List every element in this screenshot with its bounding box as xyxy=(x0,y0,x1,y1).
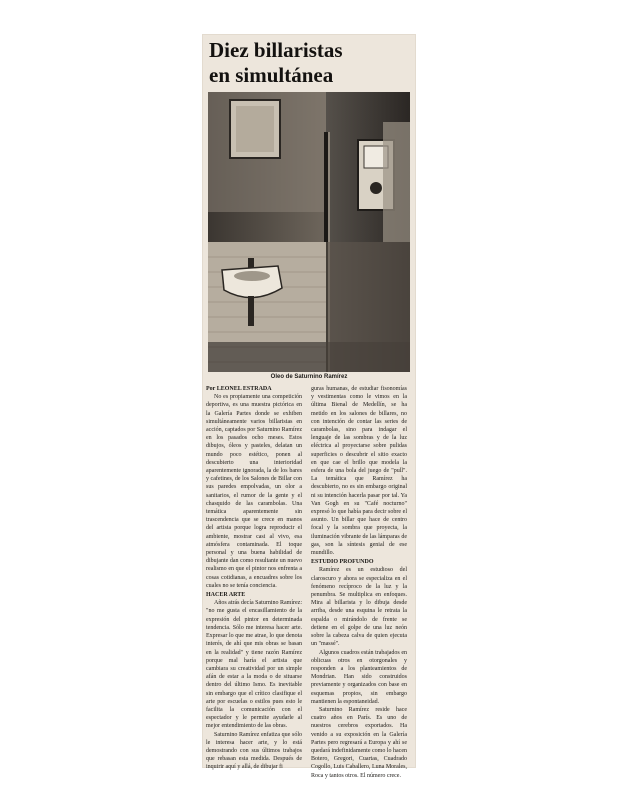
article-paragraph: No es propiamente una competición deportiva, es una muestra pictórica en la Galería Partes donde se exhiben simultáneamente varios billaristas en acción, captados por Saturnino Ramírez en los pasados ocho meses. Estos dibujos, óleos y pasteles, delatan un mundo poco estético, ponen al descubierto una interioridad aparentemente ignorada, la de los bares y cafetines, de los Salones de Billar con sus paredes empolvadas, un olor a sanitarios, el rumor de la gente y el chasquido de las carambolas. Una temática aparentemente sin trascendencia que se crece en manos del artista porque logra reproducir el ambiente, mostrar casi al vivo, esa atmósfera contaminada. El toque personal y una buena habilidad de dibujante dan como resultante un nuevo realismo en que el pintor nos enfrenta a cosas cotidianas, a encuadres sobre los cuales no se tenía conciencia. xyxy=(206,394,302,589)
article-photo xyxy=(208,92,410,372)
article-paragraph: Saturnino Ramírez enfatiza que sólo le interesa hacer arte, y lo está demostrando con sus últimos trabajos que rebasan esta medida. Después de inquirir aquí y allá, de dibujar fi xyxy=(206,731,302,771)
section-subhead: HACER ARTE xyxy=(206,592,246,599)
headline-line-1: Diez billaristas xyxy=(209,38,343,62)
article-column-left xyxy=(206,385,302,772)
article-paragraph: guras humanas, de estudiar fisonomías y vestimentas como le vimos en la última Bienal de Medellín, se ha metido en los salones de billares, no con intención de contar las series de carambolas, sino para indagar el lenguaje de las sombras y de la luz eléctrica al proyectarse sobre pulidas superficies o descubrir el sitio exacto en que cae el brillo que modela la esfera de una bola del juego de "pull". La temática que Ramírez ha descubierto, no es sin embargo original ni su intención hacerla pasar por tal. Ya Van Gogh en su "Café nocturno" expresó lo que había para decir sobre el asunto. Un billar que hace de centro focal y la sombra que proyecta, la iluminación vibrante de las lámparas de gas, son la síntesis genial de ese mundillo. xyxy=(311,386,407,557)
section-subhead: ESTUDIO PROFUNDO xyxy=(311,559,374,566)
article-paragraph: Años atrás decía Saturnino Ramírez: "no me gusta el encasillamiento de la expresión del pintor en determinada tendencia. Sólo me interesa hacer arte. Expresar lo que me atrae, lo que denota interés, de ahí que mis obras se basan en la realidad" y tiene razón Ramírez porque mal haría el artista que cambiara su creatividad por un simple afán de estar a la moda o de situarse dentro del último Ismo. Es inevitable sin embargo que el crítico clasifique el arte por escuelas o estilos pues esto le facilita la comunicación con el espectador y le permite ayudarle al mejor entendimiento de las obras. xyxy=(206,600,302,730)
photo-caption: Oleo de Saturnino Ramírez xyxy=(270,374,348,380)
article-column-right xyxy=(311,385,407,780)
painting-image xyxy=(208,92,410,372)
newspaper-clipping xyxy=(202,34,416,779)
headline-line-2: en simultánea xyxy=(209,63,334,87)
article-paragraph: Saturnino Ramírez reside hace cuatro años en París. Es uno de nuestros cerebros exportados. Ha venido a su exposición en la Galería Partes pero regresará a Europa y ahí se quedará indefinidamente como lo hacen Botero, Gregori, Cuartas, Cuadrado Cogollo, Luis Caballero, Luna Morales, Roca y tantos otros. El número crece. xyxy=(311,706,407,779)
article-paragraph: Algunos cuadros están trabajados en oblicuas otros en otorgonales y responden a los planteamientos de Mondrian. Han sido construidos previamente y organizados con base en esquemas propios, sin embargo mantienen la espontaneidad. xyxy=(311,649,407,705)
article-paragraph: Ramírez es un estudioso del claroscuro y ahora se especializa en el fenómeno recíproco de la luz y la penumbra. Se multiplica en enfoques. Mira al billarista y lo dibuja desde arriba, desde una esquina le retrata la espalda o mirándolo de frente se detiene en el golpe de una luz neón sobre la cabeza calva de quien ejecuta un "massé". xyxy=(311,567,407,648)
byline: Por LEONEL ESTRADA xyxy=(206,386,272,392)
article-headline xyxy=(209,38,414,88)
